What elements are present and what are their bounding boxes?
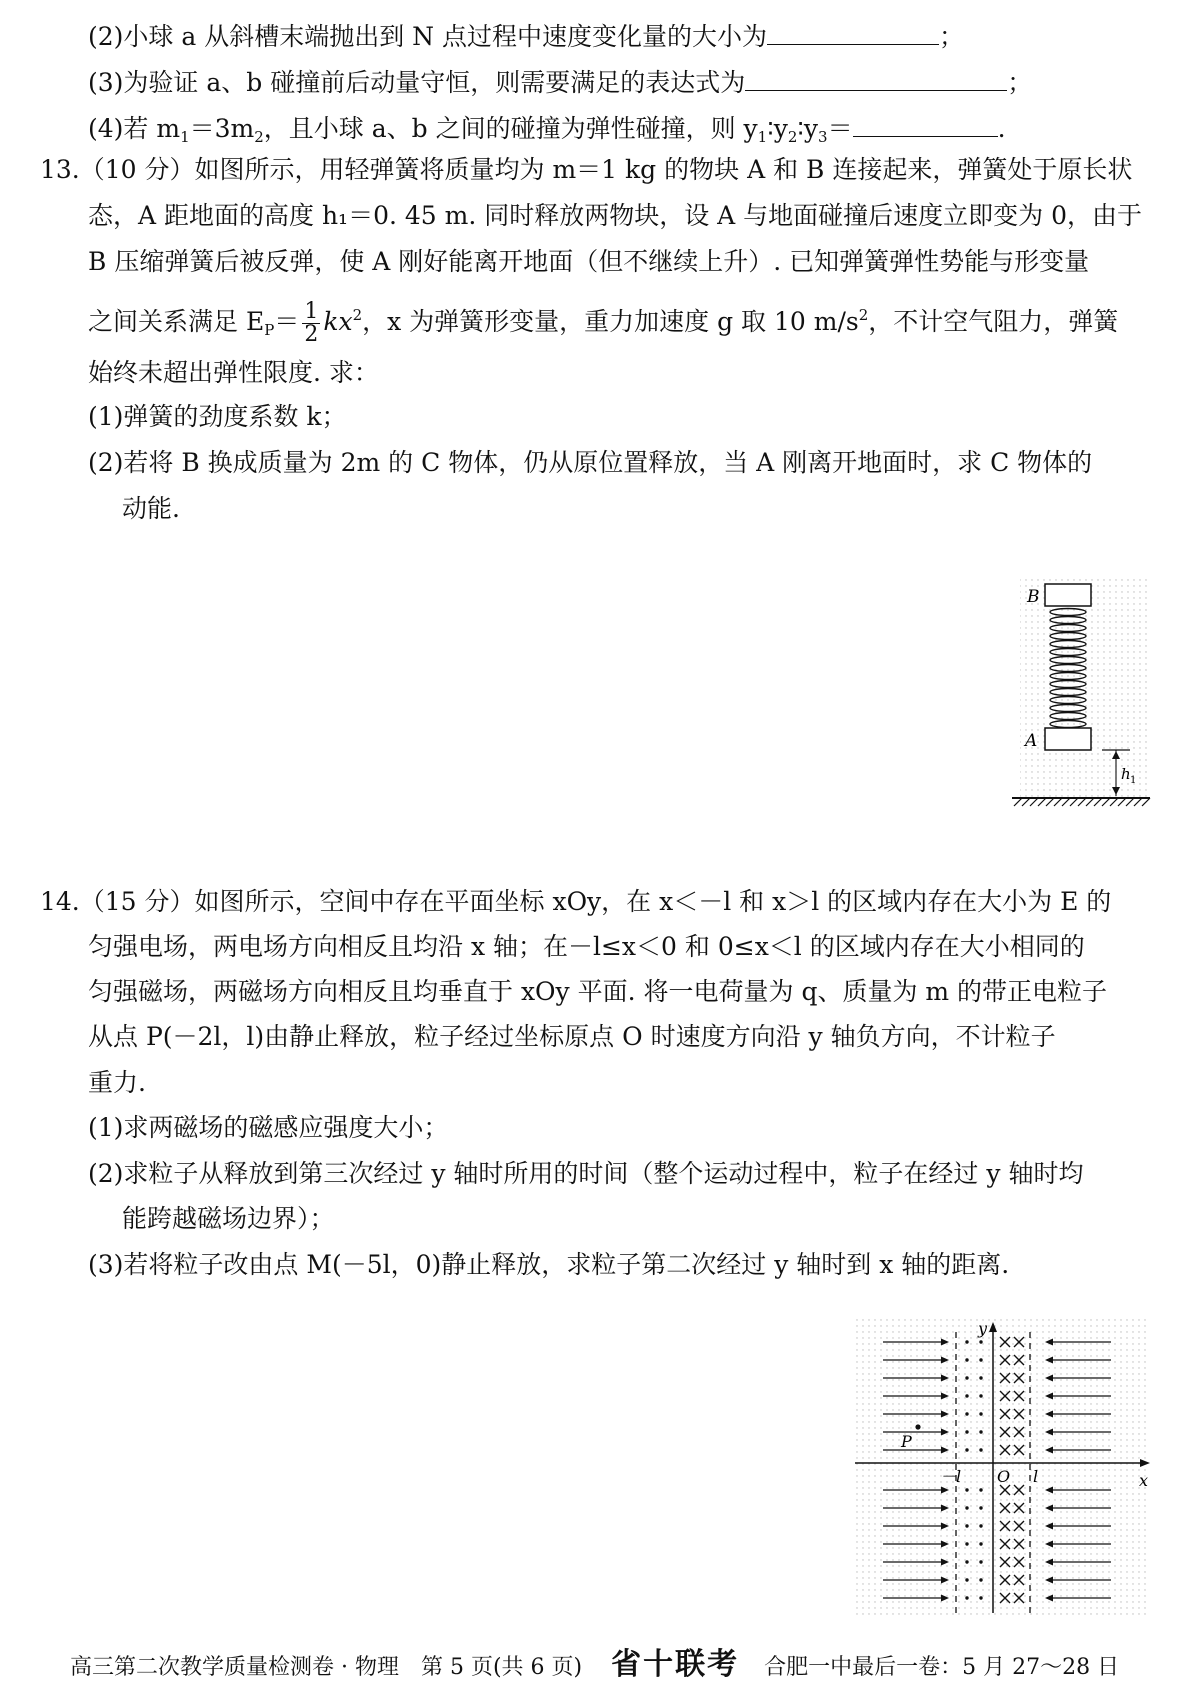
q14-subq2-cont: 能跨越磁场边界）； [122,1204,335,1233]
field-dot [965,1448,968,1451]
label-b: B [1027,587,1040,607]
label-a: A [1025,731,1038,751]
answer-blank[interactable] [745,64,1007,91]
q14-line3: 匀强磁场，两磁场方向相反且均垂直于 xOy 平面. 将一电荷量为 q、质量为 m 的带正电粒子 [88,977,1108,1006]
origin-label: O [997,1467,1011,1486]
point-p-label: P [901,1432,912,1451]
field-dot [965,1578,968,1581]
q13-subq2: (2)若将 B 换成质量为 2m 的 C 物体，仍从原位置释放，当 A 刚离开地面时，求 C 物体的 [88,448,1093,477]
field-dot [965,1488,968,1491]
footer-brand: 省十联考 [611,1647,740,1682]
field-region-figure [855,1318,1155,1618]
fraction-half: $\frac{1}{2}$ [304,299,319,347]
q14-subq3: (3)若将粒子改由点 M(－5l，0)静止释放，求粒子第二次经过 y 轴时到 x 轴的距离. [88,1250,1010,1279]
field-dot [979,1412,982,1415]
field-dot [979,1376,982,1379]
label-h1: h [1121,765,1131,783]
answer-blank[interactable] [767,18,939,45]
field-dot [979,1578,982,1581]
q14-line2: 匀强电场，两电场方向相反且均沿 x 轴；在－l≤x＜0 和 0≤x＜l 的区域内存在大小相同的 [88,932,1085,961]
page-footer [70,1647,1120,1683]
neg-l-label: －l [940,1467,962,1486]
q13-subq2-cont: 动能. [122,494,180,523]
footer-exam-info: 高三第二次教学质量检测卷 · 物理 第 5 页(共 6 页) [70,1655,583,1680]
field-dot [979,1596,982,1599]
q12-part3: (3)为验证 a、b 碰撞前后动量守恒，则需要满足的表达式为 ； [88,64,1032,100]
field-dot [965,1542,968,1545]
q12-part2: (2)小球 a 从斜槽末端抛出到 N 点过程中速度变化量的大小为 ； [88,18,964,54]
field-dot [965,1394,968,1397]
q13-line3: B 压缩弹簧后被反弹，使 A 刚好能离开地面（但不继续上升）. 已知弹簧弹性势能与形变量 [88,247,1090,276]
q13-line2: 态，A 距地面的高度 h₁＝0. 45 m. 同时释放两物块，设 A 与地面碰撞后速度立即变为 0，由于 [88,201,1143,230]
block-a [1045,728,1091,750]
field-dot [965,1506,968,1509]
field-dot [965,1358,968,1361]
field-dot [965,1376,968,1379]
point-p [915,1424,920,1429]
q14-line1: 14.（15 分）如图所示，空间中存在平面坐标 xOy，在 x＜－l 和 x＞l 的区域内存在大小为 E 的 [40,887,1112,916]
field-dot [965,1524,968,1527]
q14-subq1: (1)求两磁场的磁感应强度大小； [88,1113,449,1142]
field-dot [979,1358,982,1361]
x-axis-label: x [1139,1471,1149,1490]
q14-subq2: (2)求粒子从释放到第三次经过 y 轴时所用的时间（整个运动过程中，粒子在经过 y 轴时均 [88,1159,1084,1188]
field-dot [979,1430,982,1433]
field-dot [979,1448,982,1451]
field-dot [979,1488,982,1491]
field-dot [965,1430,968,1433]
field-dot [965,1560,968,1563]
q13-subq1: (1)弹簧的劲度系数 k； [88,402,347,431]
field-dot [965,1340,968,1343]
ground-hatch [1014,798,1150,806]
q12-part4: (4)若 $m_1=3m_2$，且小球 a、b 之间的碰撞为弹性碰撞，则 $y_1∶y_2∶y_3=$ . [88,110,1006,154]
l-label: l [1033,1467,1039,1486]
field-dot [979,1394,982,1397]
q14-line5: 重力. [88,1068,146,1097]
q13-line4: 之间关系满足 $E_P=$ $\frac{1}{2}$ $kx^2$，x 为弹簧形变量，重力加速度 g 取 10 $m/s^2$，不计空气阻力，弹簧 [88,299,1119,347]
q13-line1: 13.（10 分）如图所示，用轻弹簧将质量均为 m＝1 kg 的物块 A 和 B 连接起来，弹簧处于原长状 [40,155,1133,184]
block-b [1045,584,1091,606]
field-dot [965,1596,968,1599]
q13-line5: 始终未超出弹性限度. 求： [88,358,379,387]
field-dot [979,1560,982,1563]
field-dot [979,1340,982,1343]
spring-blocks-figure [1000,578,1160,813]
y-axis-label: y [978,1319,988,1338]
svg-text:1: 1 [1130,775,1137,786]
field-dot [979,1506,982,1509]
field-dot [979,1524,982,1527]
answer-blank[interactable] [853,110,998,137]
field-dot [965,1412,968,1415]
q14-line4: 从点 P(－2l，l)由静止释放，粒子经过坐标原点 O 时速度方向沿 y 轴负方向，不计粒子 [88,1022,1056,1051]
field-dot [979,1542,982,1545]
footer-date: 合肥一中最后一卷：5 月 27～28 日 [764,1655,1120,1680]
